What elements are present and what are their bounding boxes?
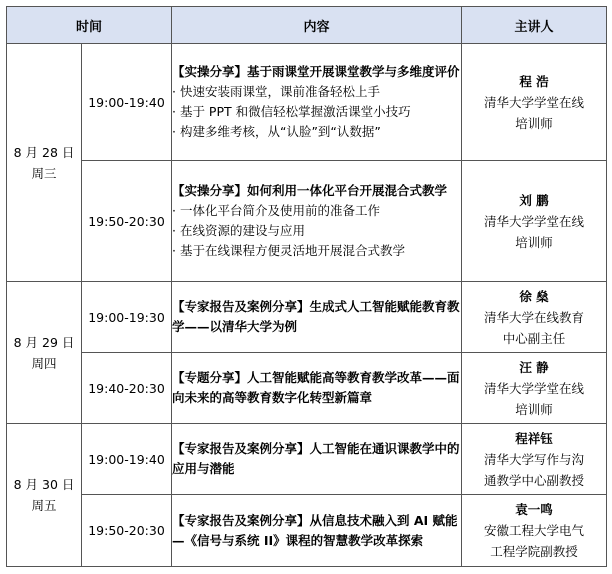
- speaker-role: 通教学中心副教授: [484, 472, 585, 488]
- speaker-name: 徐 燊: [519, 288, 549, 304]
- speaker-role: 清华大学学堂在线: [484, 380, 585, 396]
- speaker-role: 培训师: [515, 115, 553, 131]
- session-row: [7, 495, 607, 567]
- time-cell: 19:00-19:30: [82, 282, 172, 353]
- weekday-label: 周三: [31, 165, 57, 181]
- content-cell: [172, 44, 462, 161]
- content-cell: [172, 282, 462, 353]
- speaker-cell: [462, 44, 607, 161]
- date-label: 8 月 28 日: [13, 144, 75, 160]
- speaker-cell: [462, 424, 607, 495]
- time-cell: 19:00-19:40: [82, 424, 172, 495]
- speaker-name: 袁一鸣: [515, 502, 553, 517]
- session-title: 【实操分享】如何利用一体化平台开展混合式教学: [172, 183, 448, 198]
- speaker-role: 培训师: [515, 234, 553, 250]
- schedule-table: [6, 6, 607, 567]
- session-row: [7, 424, 607, 495]
- speaker-role: 清华大学在线教育: [484, 309, 585, 325]
- speaker-name: 程祥钰: [515, 430, 553, 446]
- session-row: [7, 282, 607, 353]
- header-speaker: 主讲人: [462, 7, 607, 44]
- speaker-role: 清华大学学堂在线: [484, 213, 585, 229]
- header-time: 时间: [7, 7, 172, 44]
- speaker-role: 培训师: [515, 401, 553, 417]
- speaker-cell: [462, 353, 607, 424]
- content-cell: [172, 353, 462, 424]
- date-cell: [7, 282, 82, 424]
- speaker-cell: [462, 161, 607, 282]
- date-cell: [7, 44, 82, 282]
- content-cell: [172, 161, 462, 282]
- session-bullet: · 在线资源的建设与应用: [172, 223, 305, 238]
- session-title: 【专家报告及案例分享】生成式人工智能赋能教育教学——以清华大学为例: [172, 299, 460, 334]
- time-cell: 19:50-20:30: [82, 161, 172, 282]
- session-bullet: · 构建多维考核，从“认脸”到“认数据”: [172, 124, 381, 139]
- speaker-cell: [462, 495, 607, 567]
- speaker-cell: [462, 282, 607, 353]
- speaker-name: 程 浩: [519, 73, 549, 89]
- session-bullet: · 一体化平台简介及使用前的准备工作: [172, 203, 380, 218]
- session-title: 【实操分享】基于雨课堂开展课堂教学与多维度评价: [172, 64, 460, 79]
- content-cell: [172, 495, 462, 567]
- speaker-role: 工程学院副教授: [490, 544, 578, 559]
- speaker-role: 安徽工程大学电气: [484, 523, 585, 538]
- header-row: [7, 7, 607, 44]
- session-row: [7, 353, 607, 424]
- session-bullet: · 基于 PPT 和微信轻松掌握激活课堂小技巧: [172, 104, 411, 119]
- time-cell: 19:00-19:40: [82, 44, 172, 161]
- time-cell: 19:50-20:30: [82, 495, 172, 567]
- weekday-label: 周五: [31, 498, 57, 513]
- date-label: 8 月 30 日: [13, 477, 75, 492]
- session-row: [7, 44, 607, 161]
- speaker-role: 中心副主任: [502, 330, 566, 346]
- speaker-role: 清华大学学堂在线: [484, 94, 585, 110]
- content-cell: [172, 424, 462, 495]
- date-cell: [7, 424, 82, 567]
- weekday-label: 周四: [31, 355, 57, 371]
- session-bullet: · 快速安装雨课堂，课前准备轻松上手: [172, 84, 380, 99]
- speaker-role: 清华大学写作与沟: [484, 451, 585, 467]
- session-bullet: · 基于在线课程方便灵活地开展混合式教学: [172, 243, 405, 258]
- session-row: [7, 161, 607, 282]
- speaker-name: 汪 静: [519, 359, 549, 375]
- time-cell: 19:40-20:30: [82, 353, 172, 424]
- speaker-name: 刘 鹏: [519, 192, 549, 208]
- session-title: 【专家报告及案例分享】从信息技术融入到 AI 赋能—《信号与系统 II》课程的智慧教学改革探索: [172, 512, 458, 548]
- date-label: 8 月 29 日: [13, 334, 75, 350]
- header-content: 内容: [172, 7, 462, 44]
- session-title: 【专家报告及案例分享】人工智能在通识课教学中的应用与潜能: [172, 441, 460, 476]
- session-title: 【专题分享】人工智能赋能高等教育教学改革——面向未来的高等教育数字化转型新篇章: [172, 370, 460, 405]
